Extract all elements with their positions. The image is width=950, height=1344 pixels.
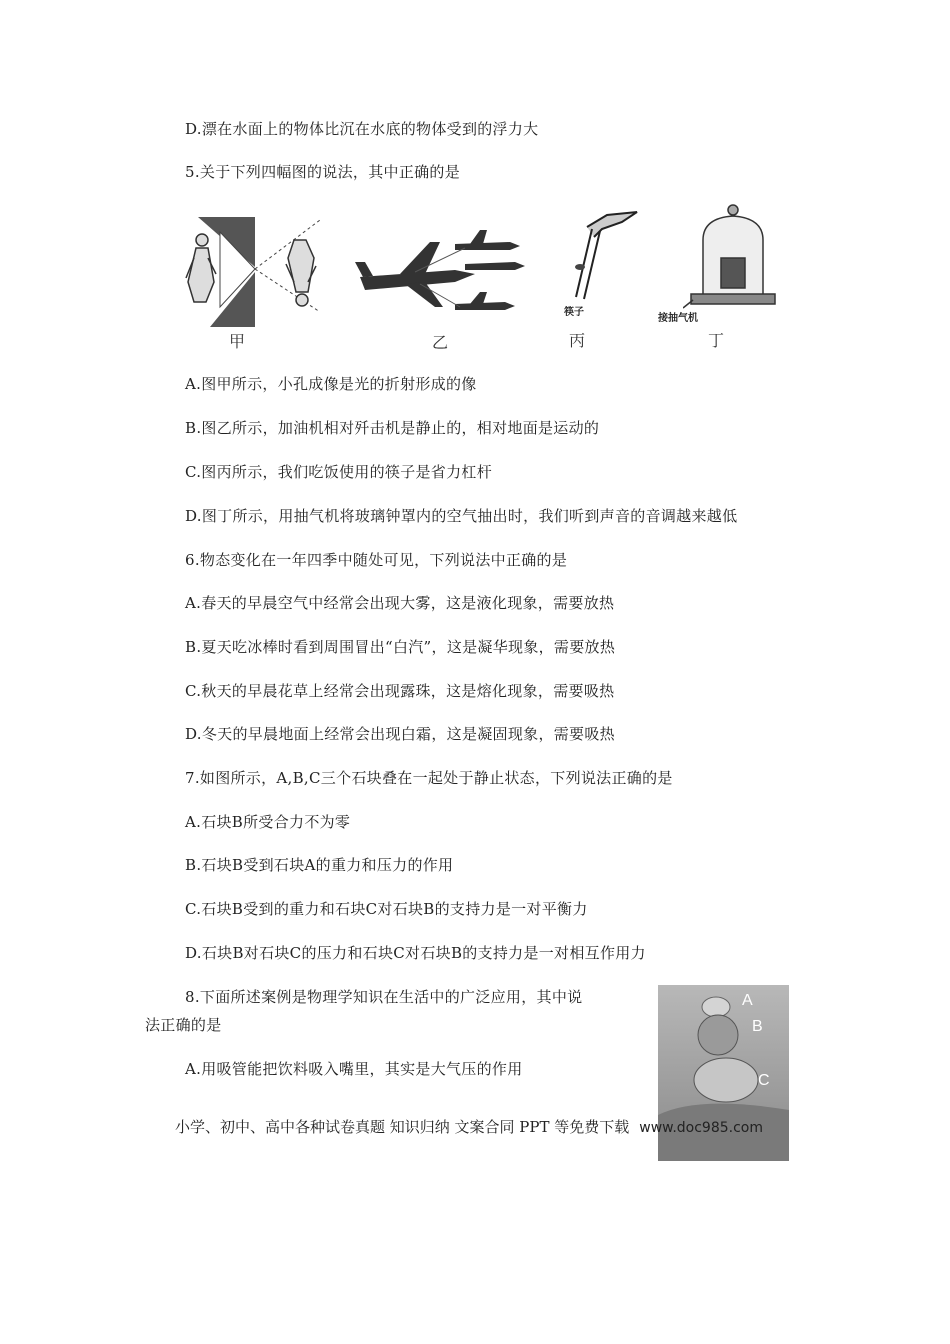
footer-banner [175,1117,763,1138]
figure-ding-bell-jar [683,200,783,310]
footer-url[interactable]: www.doc985.com [639,1120,764,1136]
stone-b [698,1015,738,1055]
stone-a [702,997,730,1017]
figure-bing-chopsticks [562,207,652,307]
figure-ding-caption: 丁 [708,331,725,350]
person-inverted [286,240,316,306]
figure-bing-caption: 丙 [569,331,586,350]
figure-yi-refueling [355,222,525,332]
bell [721,258,745,288]
q8-stem-line1: 8.下面所述案例是物理学知识在生活中的广泛应用，其中说 [185,988,583,1006]
figure-jia-caption: 甲 [229,332,246,351]
chopsticks-label: 筷子 [564,307,584,318]
q7-option-a: A.石块B所受合力不为零 [185,813,351,831]
fighter-jet-mid [465,262,525,270]
q6-option-a: A.春天的早晨空气中经常会出现大雾，这是液化现象，需要放热 [185,594,615,612]
footer-text: 小学、初中、高中各种试卷真题 知识归纳 文案合同 PPT 等免费下载 [175,1118,630,1136]
person-upright [186,234,216,302]
q5-option-b: B.图乙所示，加油机相对歼击机是静止的，相对地面是运动的 [185,419,600,437]
figure-jia-pinhole [180,212,340,342]
q5-option-a: A.图甲所示，小孔成像是光的折射形成的像 [185,375,477,393]
fighter-jet-bottom [455,302,515,310]
stone-c-label: C [758,1072,770,1089]
q6-stem: 6.物态变化在一年四季中随处可见，下列说法中正确的是 [185,551,568,569]
chopstick-2 [584,231,600,299]
q6-option-b: B.夏天吃冰棒时看到周围冒出“白汽”，这是凝华现象，需要放热 [185,638,616,656]
q7-option-b: B.石块B受到石块A的重力和压力的作用 [185,856,454,874]
q6-option-d: D.冬天的早晨地面上经常会出现白霜，这是凝固现象，需要吸热 [185,725,615,743]
jar-base [691,294,775,304]
chopstick-1 [576,229,592,297]
hand-shape [587,212,637,237]
figure-yi-caption: 乙 [432,333,449,352]
q5-stem: 5.关于下列四幅图的说法，其中正确的是 [185,163,461,181]
q7-stem: 7.如图所示，A,B,C三个石块叠在一起处于静止状态，下列说法正确的是 [185,769,673,787]
q7-option-d: D.石块B对石块C的压力和石块C对石块B的支持力是一对相互作用力 [185,944,646,962]
q4-option-d: D.漂在水面上的物体比沉在水底的物体受到的浮力大 [185,120,539,138]
q8-option-a: A.用吸管能把饮料吸入嘴里，其实是大气压的作用 [185,1060,523,1078]
stone-c [694,1058,758,1102]
q8-stem-line2: 法正确的是 [145,1016,222,1034]
stone-b-label: B [752,1018,763,1035]
stone-a-label: A [742,992,753,1009]
q5-option-c: C.图丙所示，我们吃饭使用的筷子是省力杠杆 [185,463,493,481]
q5-option-d: D.图丁所示，用抽气机将玻璃钟罩内的空气抽出时，我们听到声音的音调越来越低 [185,507,738,525]
pump-label: 接抽气机 [658,313,698,324]
q6-option-c: C.秋天的早晨花草上经常会出现露珠，这是熔化现象，需要吸热 [185,682,615,700]
fighter-jet-top [455,242,520,250]
q7-option-c: C.石块B受到的重力和石块C对石块B的支持力是一对平衡力 [185,900,588,918]
